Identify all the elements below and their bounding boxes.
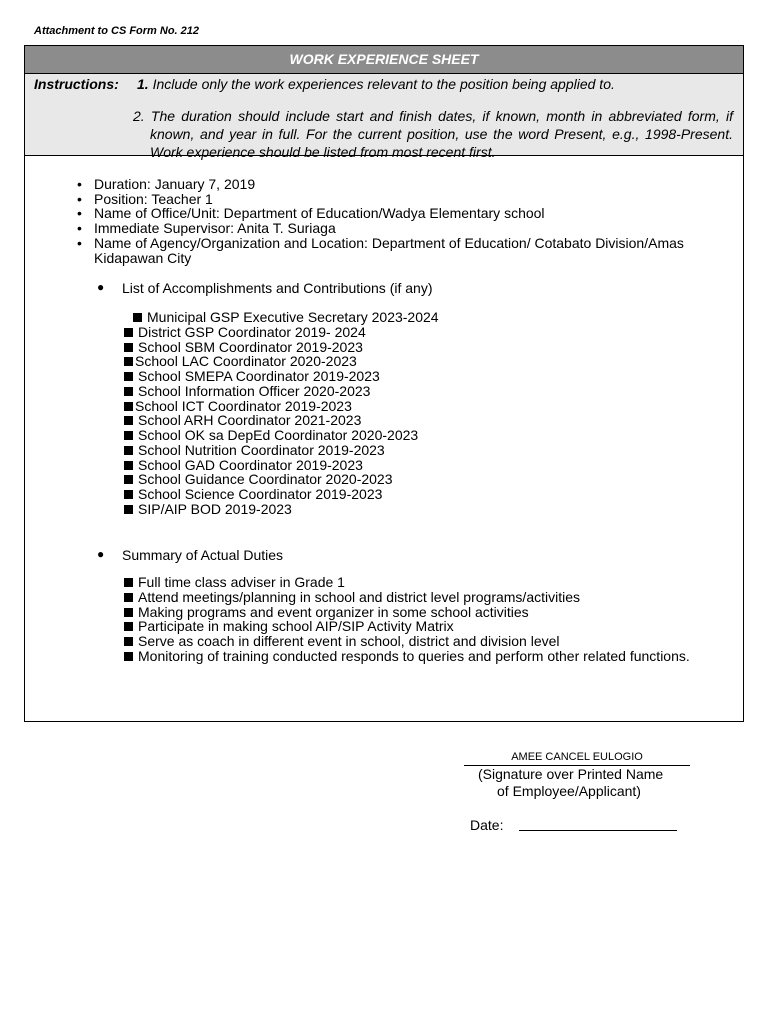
signature-printed-name: AMEE CANCEL EULOGIO xyxy=(464,750,690,766)
instruction-2-text: 2. The duration should include start and finish dates, if known, month in abbreviated form, if known, and year in full. For the current position, use the word Present, e.g., 1998-Present. Work experience should be listed from most recent first. xyxy=(133,108,733,160)
list-item: Attend meetings/planning in school and district level programs/activities xyxy=(124,590,690,605)
square-bullet-icon xyxy=(133,313,142,322)
square-bullet-icon xyxy=(124,446,133,455)
square-bullet-icon xyxy=(124,637,133,646)
list-item: Full time class adviser in Grade 1 xyxy=(124,575,690,590)
signature-caption-line1: (Signature over Printed Name xyxy=(478,766,664,782)
instructions-panel xyxy=(25,74,743,160)
square-bullet-icon xyxy=(124,608,133,617)
list-item: School Information Officer 2020-2023 xyxy=(122,384,439,399)
list-item: School Nutrition Coordinator 2019-2023 xyxy=(122,443,439,458)
list-item: School GAD Coordinator 2019-2023 xyxy=(122,458,439,473)
list-item: Serve as coach in different event in school, district and division level xyxy=(124,634,690,649)
signature-caption-line2: of Employee/Applicant) xyxy=(497,783,641,799)
detail-duration: • Duration: January 7, 2019 xyxy=(77,177,737,192)
detail-supervisor: • Immediate Supervisor: Anita T. Suriaga xyxy=(77,221,737,236)
duties-heading: Summary of Actual Duties xyxy=(122,547,284,563)
accomplishments-list xyxy=(122,310,439,517)
bullet-icon: ● xyxy=(97,280,105,294)
square-bullet-icon xyxy=(124,387,133,396)
list-item: Monitoring of training conducted responds to queries and perform other related functions. xyxy=(124,649,690,664)
instruction-1-number: 1. xyxy=(137,76,149,92)
instruction-item-1 xyxy=(137,76,615,92)
accomplishments-heading: List of Accomplishments and Contributions (if any) xyxy=(122,280,433,296)
square-bullet-icon xyxy=(124,431,133,440)
square-bullet-icon xyxy=(124,578,133,587)
experience-details xyxy=(77,177,737,265)
list-item: SIP/AIP BOD 2019-2023 xyxy=(122,502,439,517)
detail-office: • Name of Office/Unit: Department of Education/Wadya Elementary school xyxy=(77,206,737,221)
date-label: Date: xyxy=(470,817,504,833)
square-bullet-icon xyxy=(124,328,133,337)
list-item: School OK sa DepEd Coordinator 2020-2023 xyxy=(122,428,439,443)
bullet-icon: ● xyxy=(97,547,105,561)
square-bullet-icon xyxy=(124,357,133,366)
list-item: Municipal GSP Executive Secretary 2023-2024 xyxy=(122,310,439,325)
square-bullet-icon xyxy=(124,372,133,381)
detail-position: • Position: Teacher 1 xyxy=(77,192,737,207)
list-item: School Science Coordinator 2019-2023 xyxy=(122,487,439,502)
list-item: School ICT Coordinator 2019-2023 xyxy=(122,399,439,414)
square-bullet-icon xyxy=(124,416,133,425)
list-item: School Guidance Coordinator 2020-2023 xyxy=(122,472,439,487)
date-line xyxy=(519,830,677,831)
list-item: School LAC Coordinator 2020-2023 xyxy=(122,354,439,369)
work-experience-sheet xyxy=(24,45,744,722)
attachment-label: Attachment to CS Form No. 212 xyxy=(34,25,200,37)
instruction-1-text: Include only the work experiences relevant to the position being applied to. xyxy=(148,76,615,92)
list-item: School SBM Coordinator 2019-2023 xyxy=(122,340,439,355)
instructions-label: Instructions: xyxy=(34,76,119,92)
square-bullet-icon xyxy=(124,593,133,602)
list-item: School SMEPA Coordinator 2019-2023 xyxy=(122,369,439,384)
square-bullet-icon xyxy=(124,461,133,470)
square-bullet-icon xyxy=(124,490,133,499)
list-item: Making programs and event organizer in some school activities xyxy=(124,605,690,620)
square-bullet-icon xyxy=(124,622,133,631)
detail-agency: • Name of Agency/Organization and Location: Department of Education/ Cotabato Division/Amas Kidapawan City xyxy=(77,236,737,265)
square-bullet-icon xyxy=(124,475,133,484)
sheet-title: WORK EXPERIENCE SHEET xyxy=(25,46,743,74)
square-bullet-icon xyxy=(124,505,133,514)
list-item: School ARH Coordinator 2021-2023 xyxy=(122,413,439,428)
duties-list xyxy=(124,575,690,664)
instruction-item-2 xyxy=(133,107,733,161)
list-item: District GSP Coordinator 2019- 2024 xyxy=(122,325,439,340)
list-item: Participate in making school AIP/SIP Activity Matrix xyxy=(124,619,690,634)
square-bullet-icon xyxy=(124,652,133,661)
square-bullet-icon xyxy=(124,343,133,352)
square-bullet-icon xyxy=(124,402,133,411)
